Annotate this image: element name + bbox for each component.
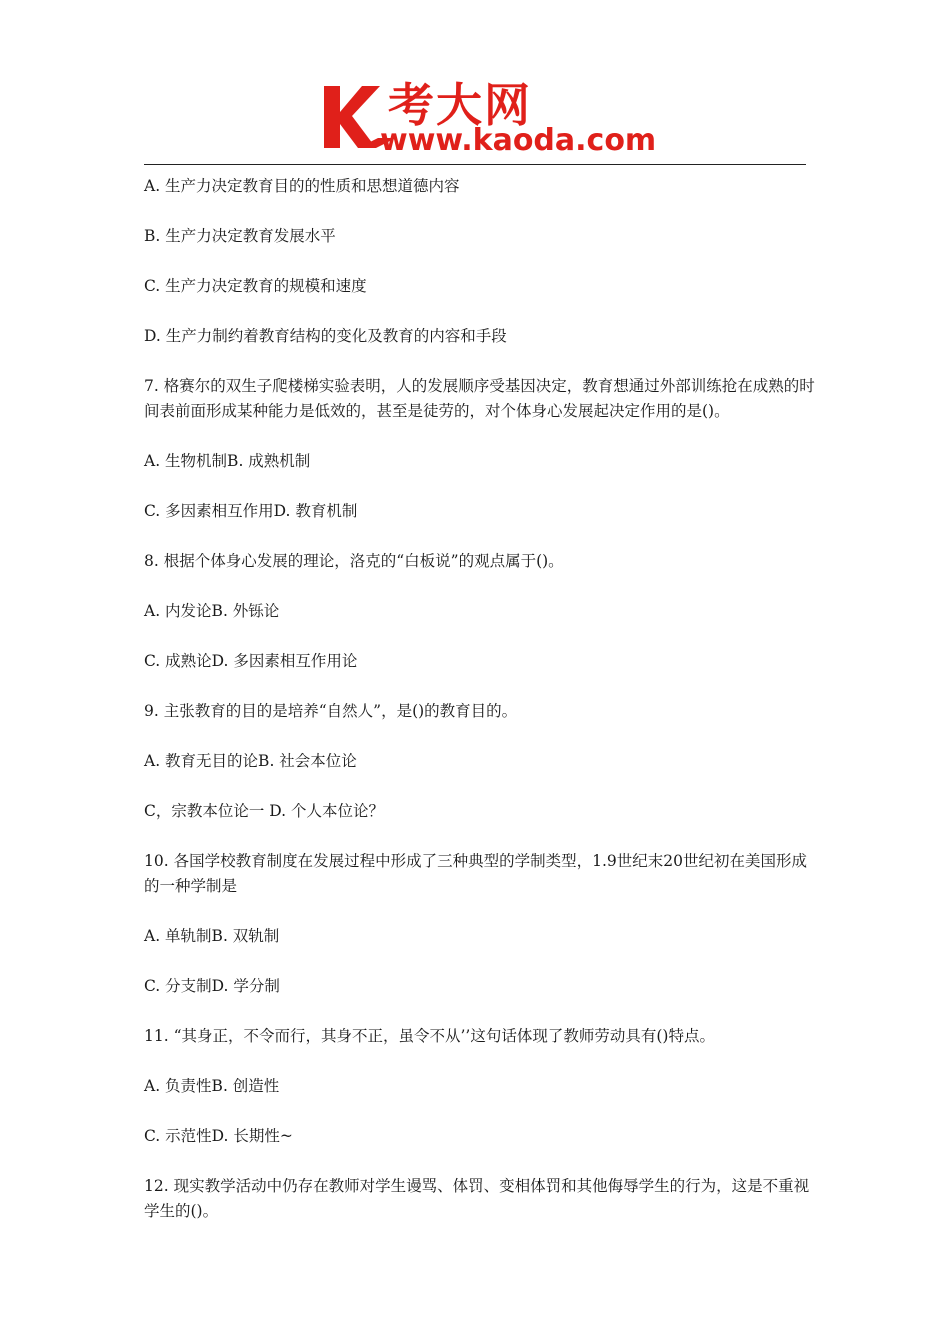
- question-7-options-cd: C. 多因素相互作用D. 教育机制: [144, 502, 358, 520]
- question-9: 9. 主张教育的目的是培养“自然人”，是()的教育目的。: [144, 702, 518, 720]
- question-7: 7. 格赛尔的双生子爬楼梯实验表明，人的发展顺序受基因决定，教育想通过外部训练抢在成熟的时间表前面形成某种能力是低效的，甚至是徒劳的，对个体身心发展起决定作用的是()。: [144, 377, 815, 420]
- question-10: 10. 各国学校教育制度在发展过程中形成了三种典型的学制类型，1.9世纪末20世纪初在美国形成的一种学制是: [144, 852, 807, 895]
- question-11-options-cd: C. 示范性D. 长期性~: [144, 1127, 293, 1145]
- option-b-productivity-level: B. 生产力决定教育发展水平: [144, 227, 336, 245]
- kaoda-logo[interactable]: [318, 78, 657, 160]
- option-a-productivity-morality: A. 生产力决定教育目的的性质和思想道德内容: [144, 177, 460, 195]
- question-9-options-ab: A. 教育无目的论B. 社会本位论: [144, 752, 357, 770]
- page-header: [0, 0, 950, 170]
- question-8-options-cd: C. 成熟论D. 多因素相互作用论: [144, 652, 358, 670]
- question-10-options-cd: C. 分支制D. 学分制: [144, 977, 280, 995]
- question-11-options-ab: A. 负责性B. 创造性: [144, 1077, 280, 1095]
- question-7-options-ab: A. 生物机制B. 成熟机制: [144, 452, 311, 470]
- question-12: 12. 现实教学活动中仍存在教师对学生谩骂、体罚、变相体罚和其他侮辱学生的行为，这是不重视学生的()。: [144, 1177, 810, 1220]
- document-body: [144, 174, 820, 1249]
- header-divider: [144, 164, 806, 165]
- option-d-productivity-structure: D. 生产力制约着教育结构的变化及教育的内容和手段: [144, 327, 507, 345]
- question-8: 8. 根据个体身心发展的理论，洛克的“白板说”的观点属于()。: [144, 552, 564, 570]
- question-11: 11. “其身正，不令而行，其身不正，虽令不从’’这句话体现了教师劳动具有()特点。: [144, 1027, 715, 1045]
- question-8-options-ab: A. 内发论B. 外铄论: [144, 602, 280, 620]
- question-9-options-cd: C，宗教本位论一 D. 个人本位论？: [144, 802, 385, 820]
- logo-brand-text: 考大网: [388, 78, 532, 132]
- question-10-options-ab: A. 单轨制B. 双轨制: [144, 927, 280, 945]
- logo-url-text: www.kaoda.com: [380, 123, 657, 158]
- option-c-productivity-scale: C. 生产力决定教育的规模和速度: [144, 277, 367, 295]
